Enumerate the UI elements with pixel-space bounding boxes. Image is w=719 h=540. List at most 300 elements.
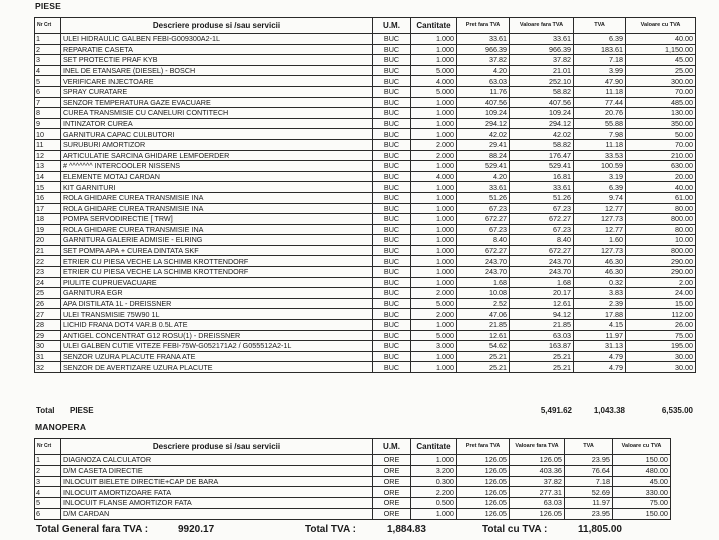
value-incl-vat: 800.00 [626,245,696,256]
value-incl-vat: 130.00 [626,108,696,119]
unit-price: 672.27 [457,245,510,256]
value-excl-vat: 966.39 [510,44,574,55]
unit: BUC [373,298,411,309]
table-row [35,330,696,341]
item-description: SPRAY CURATARE [61,86,373,97]
unit-price: 11.76 [457,86,510,97]
unit: BUC [373,351,411,362]
item-description: ETRIER CU PIESA VECHE LA SCHIMB KROTTENDORF [61,256,373,267]
unit-price: 966.39 [457,44,510,55]
vat-amount: 12.77 [574,224,626,235]
value-incl-vat: 30.00 [626,351,696,362]
unit-price: 33.61 [457,182,510,193]
unit: BUC [373,309,411,320]
quantity: 1.000 [411,256,457,267]
quantity: 1.000 [411,214,457,225]
value-excl-vat: 109.24 [510,108,574,119]
value-excl-vat: 1.68 [510,277,574,288]
table-row [35,508,671,519]
row-number: 8 [35,108,61,119]
table-row [35,256,696,267]
quantity: 2.200 [411,487,457,498]
table-row [35,465,671,476]
value-incl-vat: 30.00 [626,362,696,373]
item-description: SENZOR TEMPERATURA GAZE EVACUARE [61,97,373,108]
quantity: 5.000 [411,86,457,97]
item-description: ROLA GHIDARE CUREA TRANSMISIE INA [61,224,373,235]
item-description: CUREA TRANSMISIE CU CANELURI CONTITECH [61,108,373,119]
unit: BUC [373,150,411,161]
col-header-price: Pret fara TVA [457,18,510,34]
quantity: 3.200 [411,465,457,476]
item-description: D/M CASETA DIRECTIE [61,465,373,476]
table-row [35,139,696,150]
unit-price: 67.23 [457,203,510,214]
item-description: LICHID FRANA DOT4 VAR.B 0.5L ATE [61,320,373,331]
row-number: 26 [35,298,61,309]
unit-price: 47.06 [457,309,510,320]
table-row [35,129,696,140]
quantity: 0.500 [411,498,457,509]
item-description: INLOCUIT FLANSE AMORTIZOR FATA [61,498,373,509]
item-description: PIULITE CUPRUEVACUARE [61,277,373,288]
col-header-description: Descriere produse si /sau servicii [61,439,373,455]
col-header-vat: TVA [565,439,613,455]
value-excl-vat: 529.41 [510,161,574,172]
value-excl-vat: 58.82 [510,139,574,150]
labor-table [34,438,671,520]
table-row [35,487,671,498]
unit-price: 88.24 [457,150,510,161]
quantity: 2.000 [411,139,457,150]
table-row [35,34,696,45]
unit: BUC [373,267,411,278]
unit: BUC [373,171,411,182]
row-number: 9 [35,118,61,129]
row-number: 6 [35,508,61,519]
value-incl-vat: 70.00 [626,86,696,97]
value-excl-vat: 67.23 [510,203,574,214]
table-row [35,298,696,309]
unit: BUC [373,192,411,203]
table-row [35,182,696,193]
unit: BUC [373,203,411,214]
row-number: 21 [35,245,61,256]
grand-total-fara-tva-label: Total General fara TVA : [36,524,149,535]
row-number: 3 [35,55,61,66]
table-row [35,267,696,278]
quantity: 1.000 [411,224,457,235]
table-row [35,309,696,320]
col-header-vat: TVA [574,18,626,34]
row-number: 17 [35,203,61,214]
unit: BUC [373,235,411,246]
unit-price: 126.05 [457,498,510,509]
value-incl-vat: 210.00 [626,150,696,161]
item-description: GARNITURA GALERIE ADMISIE - ELRING [61,235,373,246]
unit-price: 243.70 [457,256,510,267]
value-incl-vat: 1,150.00 [626,44,696,55]
unit: BUC [373,224,411,235]
unit: BUC [373,341,411,352]
table-row [35,44,696,55]
value-excl-vat: 176.47 [510,150,574,161]
item-description: ANTIGEL CONCENTRAT G12 ROSU(1) - DREISSNER [61,330,373,341]
value-excl-vat: 33.61 [510,182,574,193]
col-header-description: Descriere produse si /sau servicii [61,18,373,34]
item-description: DIAGNOZA CALCULATOR [61,455,373,466]
value-excl-vat: 25.21 [510,351,574,362]
parts-header-row [35,18,696,34]
item-description: ROLA GHIDARE CUREA TRANSMISIE INA [61,203,373,214]
grand-total-tva-value: 1,884.83 [387,524,426,535]
table-row [35,97,696,108]
quantity: 1.000 [411,320,457,331]
col-header-quantity: Cantitate [411,439,457,455]
quantity: 1.000 [411,55,457,66]
item-description: ULEI TRANSMISIE 75W90 1L [61,309,373,320]
unit: BUC [373,182,411,193]
vat-amount: 2.39 [574,298,626,309]
quantity: 1.000 [411,362,457,373]
vat-amount: 4.79 [574,351,626,362]
labor-header-row [35,439,671,455]
row-number: 1 [35,34,61,45]
value-excl-vat: 407.56 [510,97,574,108]
unit: BUC [373,320,411,331]
unit: BUC [373,65,411,76]
unit-price: 33.61 [457,34,510,45]
table-row [35,161,696,172]
quantity: 1.000 [411,277,457,288]
vat-amount: 77.44 [574,97,626,108]
unit-price: 54.62 [457,341,510,352]
value-incl-vat: 330.00 [613,487,671,498]
row-number: 13 [35,161,61,172]
table-row [35,362,696,373]
vat-amount: 11.97 [574,330,626,341]
unit-price: 42.02 [457,129,510,140]
row-number: 14 [35,171,61,182]
parts-table [34,17,696,373]
item-description: APA DISTILATA 1L - DREISSNER [61,298,373,309]
quantity: 5.000 [411,298,457,309]
vat-amount: 47.90 [574,76,626,87]
unit: ORE [373,455,411,466]
vat-amount: 4.15 [574,320,626,331]
unit: BUC [373,118,411,129]
value-excl-vat: 243.70 [510,267,574,278]
parts-total-fara-tva: 5,491.62 [540,406,572,415]
unit-price: 37.82 [457,55,510,66]
table-row [35,476,671,487]
value-excl-vat: 163.87 [510,341,574,352]
col-header-value: Valoare fara TVA [510,439,565,455]
unit-price: 21.85 [457,320,510,331]
unit-price: 10.08 [457,288,510,299]
quantity: 1.000 [411,245,457,256]
col-header-value-vat: Valoare cu TVA [613,439,671,455]
item-description: KIT GARNITURI [61,182,373,193]
value-incl-vat: 45.00 [613,476,671,487]
table-row [35,150,696,161]
unit-price: 29.41 [457,139,510,150]
value-incl-vat: 150.00 [613,455,671,466]
value-excl-vat: 25.21 [510,362,574,373]
quantity: 1.000 [411,108,457,119]
value-excl-vat: 252.10 [510,76,574,87]
vat-amount: 9.74 [574,192,626,203]
row-number: 30 [35,341,61,352]
value-excl-vat: 8.40 [510,235,574,246]
item-description: # ^^^^^^^ INTERCOOLER NISSENS [61,161,373,172]
value-incl-vat: 300.00 [626,76,696,87]
row-number: 2 [35,465,61,476]
unit: BUC [373,108,411,119]
value-incl-vat: 350.00 [626,118,696,129]
vat-amount: 7.98 [574,129,626,140]
table-row [35,235,696,246]
row-number: 28 [35,320,61,331]
quantity: 5.000 [411,330,457,341]
vat-amount: 11.18 [574,86,626,97]
item-description: REPARATIE CASETA [61,44,373,55]
quantity: 1.000 [411,508,457,519]
value-incl-vat: 24.00 [626,288,696,299]
unit: BUC [373,55,411,66]
value-excl-vat: 94.12 [510,309,574,320]
vat-amount: 7.18 [565,476,613,487]
item-description: SENZOR DE AVERTIZARE UZURA PLACUTE [61,362,373,373]
table-row [35,214,696,225]
row-number: 31 [35,351,61,362]
row-number: 24 [35,277,61,288]
vat-amount: 6.39 [574,182,626,193]
vat-amount: 23.95 [565,455,613,466]
item-description: GARNITURA EGR [61,288,373,299]
vat-amount: 11.97 [565,498,613,509]
item-description: SENZOR UZURA PLACUTE FRANA ATE [61,351,373,362]
vat-amount: 12.77 [574,203,626,214]
unit-price: 126.05 [457,476,510,487]
value-incl-vat: 800.00 [626,214,696,225]
value-excl-vat: 672.27 [510,214,574,225]
quantity: 1.000 [411,182,457,193]
value-incl-vat: 61.00 [626,192,696,203]
table-row [35,245,696,256]
unit-price: 126.05 [457,487,510,498]
row-number: 23 [35,267,61,278]
unit-price: 8.40 [457,235,510,246]
quantity: 1.000 [411,192,457,203]
table-row [35,224,696,235]
item-description: POMPA SERVODIRECTIE [ TRW] [61,214,373,225]
row-number: 1 [35,455,61,466]
value-excl-vat: 33.61 [510,34,574,45]
unit: ORE [373,476,411,487]
vat-amount: 3.99 [574,65,626,76]
value-excl-vat: 67.23 [510,224,574,235]
parts-total-cu-tva: 6,535.00 [661,406,693,415]
value-excl-vat: 243.70 [510,256,574,267]
vat-amount: 127.73 [574,214,626,225]
item-description: D/M CARDAN [61,508,373,519]
unit: BUC [373,34,411,45]
value-excl-vat: 12.61 [510,298,574,309]
vat-amount: 76.64 [565,465,613,476]
vat-amount: 31.13 [574,341,626,352]
unit: BUC [373,214,411,225]
vat-amount: 100.59 [574,161,626,172]
value-incl-vat: 40.00 [626,182,696,193]
value-incl-vat: 75.00 [613,498,671,509]
item-description: SURUBURI AMORTIZOR [61,139,373,150]
vat-amount: 4.79 [574,362,626,373]
unit-price: 67.23 [457,224,510,235]
value-excl-vat: 403.36 [510,465,565,476]
unit-price: 109.24 [457,108,510,119]
row-number: 11 [35,139,61,150]
unit-price: 4.20 [457,65,510,76]
unit: ORE [373,508,411,519]
row-number: 5 [35,76,61,87]
value-incl-vat: 485.00 [626,97,696,108]
unit: BUC [373,362,411,373]
value-excl-vat: 51.26 [510,192,574,203]
unit-price: 1.68 [457,277,510,288]
table-row [35,351,696,362]
unit-price: 294.12 [457,118,510,129]
grand-total-fara-tva-value: 9920.17 [178,524,215,535]
col-header-nr: Nr Crt [35,439,61,455]
table-row [35,171,696,182]
unit-price: 51.26 [457,192,510,203]
value-incl-vat: 112.00 [626,309,696,320]
unit: BUC [373,330,411,341]
unit-price: 12.61 [457,330,510,341]
value-incl-vat: 50.00 [626,129,696,140]
table-row [35,455,671,466]
row-number: 6 [35,86,61,97]
value-incl-vat: 75.00 [626,330,696,341]
table-row [35,288,696,299]
unit-price: 126.05 [457,508,510,519]
grand-total-cu-tva-label: Total cu TVA : [482,524,548,535]
table-row [35,86,696,97]
parts-total-tva: 1,043.38 [593,406,625,415]
value-excl-vat: 58.82 [510,86,574,97]
quantity: 1.000 [411,455,457,466]
row-number: 15 [35,182,61,193]
quantity: 1.000 [411,235,457,246]
quantity: 1.000 [411,44,457,55]
row-number: 32 [35,362,61,373]
table-row [35,65,696,76]
quantity: 1.000 [411,34,457,45]
unit-price: 2.52 [457,298,510,309]
unit-price: 407.56 [457,97,510,108]
col-header-price: Pret fara TVA [457,439,510,455]
value-incl-vat: 40.00 [626,34,696,45]
quantity: 3.000 [411,341,457,352]
unit: BUC [373,256,411,267]
item-description: INLOCUIT AMORTIZOARE FATA [61,487,373,498]
quantity: 1.000 [411,118,457,129]
row-number: 25 [35,288,61,299]
item-description: ETRIER CU PIESA VECHE LA SCHIMB KROTTENDORF [61,267,373,278]
unit-price: 25.21 [457,351,510,362]
unit: BUC [373,288,411,299]
item-description: VERIFICARE INJECTOARE [61,76,373,87]
value-excl-vat: 126.05 [510,455,565,466]
unit-price: 25.21 [457,362,510,373]
vat-amount: 6.39 [574,34,626,45]
unit-price: 126.05 [457,455,510,466]
table-row [35,192,696,203]
item-description: ROLA GHIDARE CUREA TRANSMISIE INA [61,192,373,203]
value-incl-vat: 80.00 [626,224,696,235]
col-header-quantity: Cantitate [411,18,457,34]
vat-amount: 23.95 [565,508,613,519]
vat-amount: 3.19 [574,171,626,182]
col-header-um: U.M. [373,439,411,455]
quantity: 2.000 [411,150,457,161]
vat-amount: 127.73 [574,245,626,256]
unit: BUC [373,76,411,87]
quantity: 4.000 [411,171,457,182]
table-row [35,341,696,352]
value-excl-vat: 277.31 [510,487,565,498]
table-row [35,277,696,288]
value-incl-vat: 290.00 [626,256,696,267]
unit: BUC [373,161,411,172]
col-header-value: Valoare fara TVA [510,18,574,34]
item-description: INEL DE ETANSARE (DIESEL) - BOSCH [61,65,373,76]
item-description: GARNITURA CAPAC CULBUTORI [61,129,373,140]
quantity: 1.000 [411,161,457,172]
quantity: 1.000 [411,97,457,108]
item-description: ULEI GALBEN CUTIE VITEZE FEBI-75W-G052171A2 / G055512A2-1L [61,341,373,352]
unit-price: 4.20 [457,171,510,182]
vat-amount: 46.30 [574,267,626,278]
value-excl-vat: 21.01 [510,65,574,76]
unit-price: 63.03 [457,76,510,87]
row-number: 5 [35,498,61,509]
quantity: 0.300 [411,476,457,487]
unit-price: 672.27 [457,214,510,225]
quantity: 1.000 [411,351,457,362]
col-header-nr: Nr Crt [35,18,61,34]
row-number: 12 [35,150,61,161]
unit-price: 529.41 [457,161,510,172]
item-description: ULEI HIDRAULIC GALBEN FEBI-G009300A2-1L [61,34,373,45]
table-row [35,118,696,129]
unit: BUC [373,277,411,288]
unit: BUC [373,97,411,108]
col-header-value-vat: Valoare cu TVA [626,18,696,34]
value-incl-vat: 15.00 [626,298,696,309]
value-excl-vat: 37.82 [510,476,565,487]
unit: BUC [373,86,411,97]
value-incl-vat: 45.00 [626,55,696,66]
value-incl-vat: 70.00 [626,139,696,150]
vat-amount: 0.32 [574,277,626,288]
value-excl-vat: 21.85 [510,320,574,331]
row-number: 16 [35,192,61,203]
vat-amount: 46.30 [574,256,626,267]
vat-amount: 20.76 [574,108,626,119]
item-description: ELEMENTE MOTAJ CARDAN [61,171,373,182]
